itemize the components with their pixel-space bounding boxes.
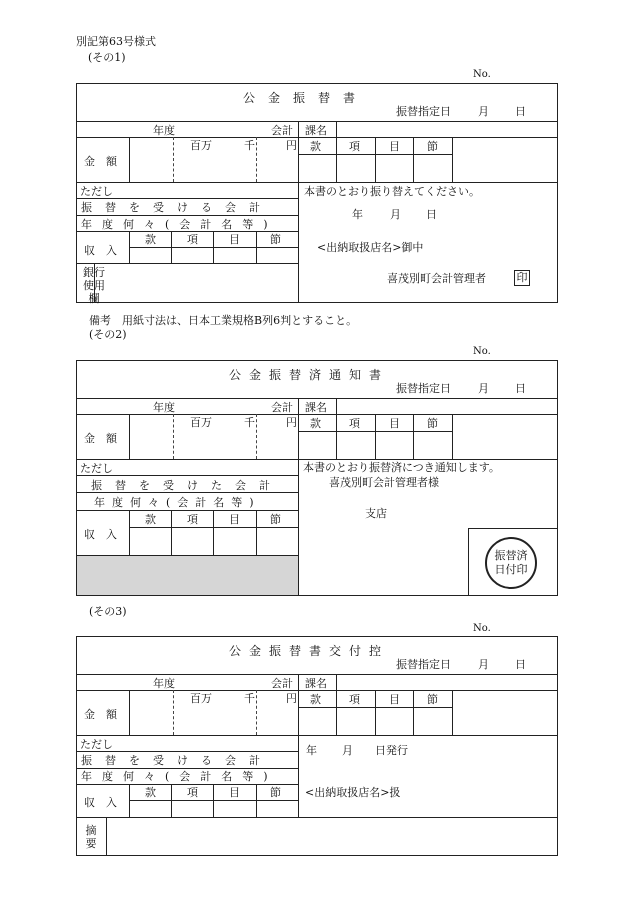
yen-label: 円: [286, 692, 297, 705]
year-label: 年: [306, 744, 317, 757]
thousand-label: 千: [244, 416, 255, 429]
yen-label: 円: [286, 416, 297, 429]
fiscal-year-etc-label: 年度何々(会計名等): [81, 218, 278, 231]
month-label: 月: [478, 382, 489, 395]
receiving-account-label: 振替を受ける会計: [81, 754, 273, 767]
section-name-label: 課名: [305, 401, 327, 414]
handled-by-text: <出納取扱店名>扱: [305, 786, 401, 799]
day-label: 日: [515, 658, 526, 671]
income-label: 収 入: [84, 796, 117, 809]
million-label: 百万: [190, 416, 212, 429]
date-stamp-circle: [485, 537, 537, 589]
notice-text: 本書のとおり振替済につき通知します。: [303, 461, 500, 474]
thousand-label: 千: [244, 692, 255, 705]
manager-to-label: 喜茂別町会計管理者様: [329, 476, 439, 489]
thousand-label: 千: [244, 139, 255, 152]
day-label: 日: [515, 105, 526, 118]
manager-label: 喜茂別町会計管理者: [387, 272, 486, 285]
kan-label: 款: [145, 786, 156, 799]
fiscal-year-etc-label: 年度何々(会計名等): [94, 496, 261, 509]
form-title: 公金振替書: [243, 91, 369, 105]
part-label: (その3): [89, 605, 127, 618]
account-label: 会計: [271, 124, 293, 137]
account-label: 会計: [271, 401, 293, 414]
kan-label: 款: [145, 513, 156, 526]
kou-label: 項: [349, 140, 360, 153]
kou-label: 項: [187, 786, 198, 799]
yen-label: 円: [286, 139, 297, 152]
month-label: 月: [478, 105, 489, 118]
no-label: No.: [473, 69, 491, 80]
seal-mark: 印: [514, 270, 530, 286]
part-label: (その2): [89, 328, 127, 341]
setsu-label: 節: [270, 786, 281, 799]
kan-label: 款: [145, 233, 156, 246]
transfer-date-label: 振替指定日: [396, 382, 451, 395]
setsu-label: 節: [427, 693, 438, 706]
day-label: 日: [515, 382, 526, 395]
million-label: 百万: [190, 692, 212, 705]
moku-label: 目: [229, 786, 240, 799]
fiscal-year-label: 年度: [153, 124, 175, 137]
kou-label: 項: [349, 417, 360, 430]
kou-label: 項: [187, 233, 198, 246]
section-name-label: 課名: [305, 124, 327, 137]
amount-label: 金 額: [84, 155, 117, 168]
year-label: 年: [352, 208, 363, 221]
setsu-label: 節: [270, 233, 281, 246]
form-title: 公金振替済通知書: [229, 368, 390, 382]
month-label: 月: [390, 208, 401, 221]
receiving-account-label: 振替を受ける会計: [81, 201, 273, 214]
tadashi-label: ただし: [80, 462, 113, 475]
remarks-note: 備考 用紙寸法は、日本工業規格B列6判とすること。: [89, 314, 358, 327]
kan-label: 款: [310, 140, 321, 153]
stamp-line1: 振替済: [494, 549, 528, 562]
fiscal-year-etc-label: 年度何々(会計名等): [81, 770, 278, 783]
moku-label: 目: [389, 140, 400, 153]
fiscal-year-label: 年度: [153, 677, 175, 690]
moku-label: 目: [389, 693, 400, 706]
form-title: 公金振替書交付控: [229, 644, 390, 658]
month-label: 月: [478, 658, 489, 671]
moku-label: 目: [389, 417, 400, 430]
branch-label: 支店: [365, 507, 387, 520]
form-number: 別記第63号様式: [76, 35, 156, 48]
kan-label: 款: [310, 693, 321, 706]
amount-label: 金 額: [84, 432, 117, 445]
bank-addressee-text: <出納取扱店名>御中: [317, 241, 424, 254]
no-label: No.: [473, 346, 491, 357]
million-label: 百万: [190, 139, 212, 152]
kou-label: 項: [349, 693, 360, 706]
no-label: No.: [473, 623, 491, 634]
setsu-label: 節: [427, 140, 438, 153]
setsu-label: 節: [427, 417, 438, 430]
kou-label: 項: [187, 513, 198, 526]
bank-use-label: 銀行使用欄: [83, 266, 105, 305]
account-label: 会計: [271, 677, 293, 690]
income-label: 収 入: [84, 244, 117, 257]
fiscal-year-label: 年度: [153, 401, 175, 414]
stamp-line2: 日付印: [494, 563, 528, 576]
receiving-account-label: 振替を受けた会計: [91, 479, 283, 492]
remarks-label: 摘要: [85, 824, 97, 850]
section-name-label: 課名: [305, 677, 327, 690]
transfer-date-label: 振替指定日: [396, 658, 451, 671]
part-label: (その1): [88, 51, 126, 64]
shaded-area: [77, 556, 298, 595]
month-label: 月: [342, 744, 353, 757]
kan-label: 款: [310, 417, 321, 430]
moku-label: 目: [229, 513, 240, 526]
moku-label: 目: [229, 233, 240, 246]
transfer-date-label: 振替指定日: [396, 105, 451, 118]
amount-label: 金 額: [84, 708, 117, 721]
tadashi-label: ただし: [80, 185, 113, 198]
setsu-label: 節: [270, 513, 281, 526]
instruction-text: 本書のとおり振り替えてください。: [304, 185, 480, 198]
day-label: 日: [426, 208, 437, 221]
income-label: 収 入: [84, 528, 117, 541]
tadashi-label: ただし: [80, 738, 113, 751]
issued-label: 日発行: [375, 744, 408, 757]
